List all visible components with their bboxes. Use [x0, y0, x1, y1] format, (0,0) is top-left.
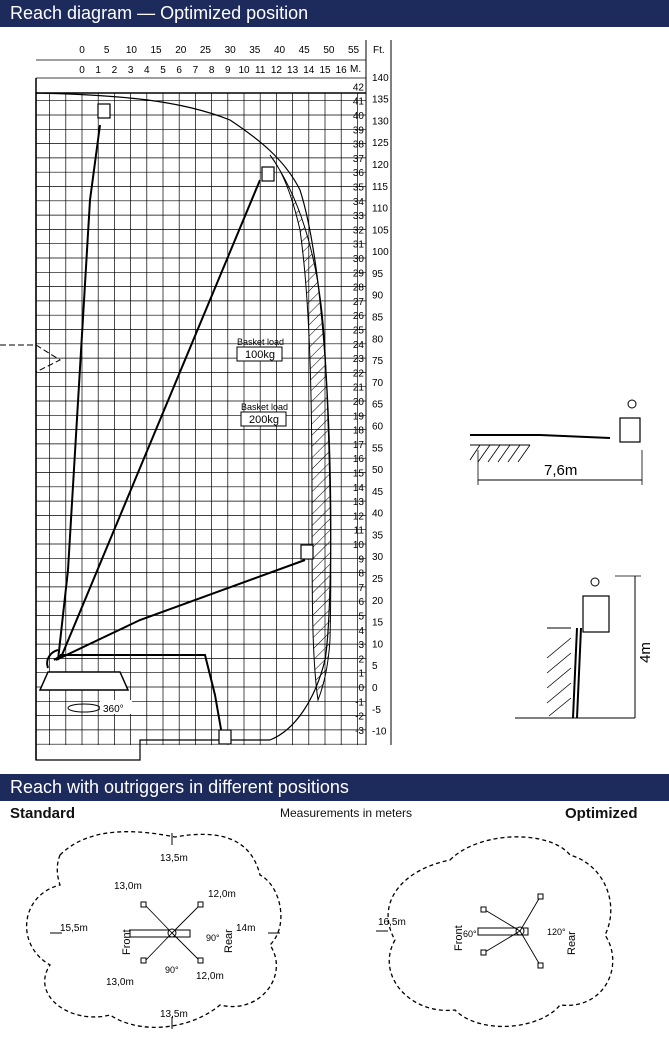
height-m-tick-label: 9	[358, 554, 364, 566]
m-tick-label: 0	[79, 65, 85, 76]
wall-break	[0, 345, 60, 372]
height-m-tick-label: 19	[352, 411, 364, 423]
height-ft-tick-label: 95	[372, 268, 384, 280]
height-m-tick-label: 37	[352, 153, 364, 165]
standard-lower-right-distance: 12,0m	[196, 971, 224, 982]
ft-tick-label: 25	[199, 45, 212, 56]
load-band	[270, 155, 331, 700]
standard-upper-left-distance: 13,0m	[114, 881, 142, 892]
m-tick-label: 8	[208, 65, 215, 76]
height-m-tick-label: 13	[352, 497, 364, 509]
horizontal-reach-value: 7,6m	[544, 462, 578, 479]
ft-tick-label: 45	[298, 45, 310, 56]
standard-rear-label: Rear	[223, 929, 235, 953]
standard-front-label: Front	[121, 929, 133, 955]
height-m-tick-label: 1	[358, 668, 364, 680]
base-machine	[40, 672, 128, 690]
height-m-tick-label: 12	[352, 511, 364, 523]
height-ft-tick-label: 55	[372, 443, 384, 455]
m-tick-label: 5	[160, 65, 166, 76]
m-unit-label: M.	[350, 64, 362, 75]
standard-footprint	[0, 825, 320, 1040]
height-ft-tick-label: 80	[372, 334, 384, 346]
height-ft-tick-label: 20	[372, 595, 384, 607]
ft-tick-label: 50	[323, 45, 335, 56]
height-m-tick-label: 16	[352, 454, 364, 466]
optimized-front-angle: 60°	[463, 929, 477, 939]
outriggers-title: Reach with outriggers in different positions	[10, 777, 349, 797]
height-m-tick-label: 34	[352, 196, 364, 208]
m-tick-label: 6	[176, 65, 182, 76]
m-tick-label: 16	[335, 65, 347, 76]
height-ft-tick-label: 100	[372, 247, 389, 259]
load-100-label: 100kg	[245, 349, 275, 361]
height-ft-tick-labels	[372, 73, 389, 738]
height-m-tick-label: 35	[352, 182, 364, 194]
height-m-tick-label: 8	[358, 568, 364, 580]
height-ft-tick-label: 35	[372, 530, 384, 542]
height-ft-tick-label: 5	[372, 661, 378, 673]
height-m-tick-label: 39	[352, 125, 364, 137]
vertical-height-diagram	[515, 568, 665, 733]
height-m-tick-label: 6	[358, 597, 364, 609]
height-m-tick-label: 27	[352, 296, 364, 308]
height-m-tick-label: 4	[358, 625, 364, 637]
m-tick-label: 3	[127, 65, 134, 76]
rotation-icon	[68, 704, 100, 712]
optimized-front-label: Front	[453, 925, 465, 951]
height-m-tick-label: 41	[352, 96, 364, 108]
m-tick-label: 7	[192, 65, 199, 76]
height-m-tick-label: 33	[352, 211, 364, 223]
height-m-tick-label: 17	[352, 439, 364, 451]
m-tick-labels	[79, 65, 347, 76]
ft-tick-label: 15	[150, 45, 162, 56]
standard-top-distance: 13,5m	[160, 853, 188, 864]
height-m-tick-label: 25	[352, 325, 364, 337]
standard-bottom-distance: 13,5m	[160, 1009, 188, 1020]
standard-side-angle: 90°	[206, 933, 220, 943]
height-m-tick-label: 20	[352, 397, 364, 408]
optimized-rear-angle: 120°	[547, 927, 566, 937]
height-ft-tick-label: 135	[372, 94, 389, 106]
outriggers-header	[0, 774, 669, 801]
height-m-tick-label: -2	[355, 711, 364, 723]
height-m-tick-label: -3	[355, 725, 364, 737]
horizontal-reach-diagram	[460, 390, 660, 500]
height-m-tick-label: 28	[352, 282, 364, 294]
ft-tick-label: 20	[175, 45, 187, 56]
optimized-title: Optimized	[565, 805, 638, 822]
height-m-tick-label: 0	[358, 683, 364, 694]
standard-lower-left-distance: 13,0m	[106, 977, 134, 988]
height-m-tick-label: 10	[352, 540, 364, 551]
height-ft-tick-label: 75	[372, 356, 384, 368]
height-m-tick-label: 18	[352, 425, 364, 437]
measurements-note: Measurements in meters	[280, 806, 413, 820]
height-m-tick-label: 22	[352, 368, 364, 380]
height-m-tick-label: 21	[352, 382, 364, 394]
m-tick-label: 13	[287, 65, 299, 76]
height-m-tick-label: -1	[355, 697, 364, 709]
height-ft-tick-label: 15	[372, 617, 384, 629]
ft-tick-label: 10	[125, 45, 137, 56]
height-ft-tick-label: 10	[372, 639, 384, 651]
height-ft-tick-label: 30	[372, 552, 384, 564]
optimized-footprint	[360, 825, 660, 1040]
height-m-tick-label: 42	[352, 82, 364, 94]
height-ft-tick-label: 50	[372, 465, 384, 477]
standard-upper-right-distance: 12,0m	[208, 889, 236, 900]
height-ft-tick-label: 0	[372, 683, 378, 694]
ft-tick-label: 35	[249, 45, 261, 56]
height-m-tick-label: 23	[352, 354, 364, 366]
reach-diagram-title: Reach diagram — Optimized position	[10, 3, 309, 23]
height-ft-tick-label: -5	[372, 704, 381, 716]
ft-tick-label: 40	[273, 45, 286, 56]
height-m-tick-labels	[353, 82, 365, 737]
height-m-tick-label: 32	[352, 225, 364, 237]
height-m-tick-label: 40	[352, 111, 364, 122]
height-ft-tick-label: 65	[372, 399, 384, 411]
m-tick-label: 1	[95, 65, 101, 76]
basket-load-label-2: Basket load	[241, 402, 289, 412]
standard-left-distance: 15,5m	[60, 923, 88, 934]
ft-tick-label: 30	[224, 45, 236, 56]
height-ft-tick-label: 130	[372, 116, 389, 128]
load-200-label: 200kg	[249, 414, 279, 426]
height-m-tick-label: 24	[352, 339, 364, 351]
vertical-height-value: 4m	[637, 642, 654, 663]
height-ft-tick-label: 115	[372, 181, 388, 193]
height-ft-tick-label: 45	[372, 486, 384, 498]
optimized-rear-label: Rear	[566, 931, 578, 955]
m-tick-label: 11	[255, 65, 266, 76]
m-tick-label: 12	[270, 65, 282, 76]
m-tick-label: 15	[319, 65, 331, 76]
reach-diagram-header	[0, 0, 669, 27]
m-tick-label: 2	[111, 65, 118, 76]
height-ft-tick-label: 110	[372, 203, 388, 215]
boom-lines	[47, 125, 305, 735]
height-m-tick-label: 38	[352, 139, 364, 151]
ft-tick-label: 55	[348, 45, 360, 56]
height-ft-tick-label: 90	[372, 290, 384, 302]
optimized-left-distance: 16,5m	[378, 917, 406, 928]
ft-tick-labels	[79, 45, 359, 56]
height-m-tick-label: 31	[352, 239, 364, 251]
standard-right-distance: 14m	[236, 923, 256, 934]
m-tick-label: 4	[144, 65, 150, 76]
height-ft-tick-label: 105	[372, 225, 389, 237]
height-ft-tick-label: -10	[372, 726, 387, 738]
height-m-tick-label: 11	[353, 525, 364, 537]
ft-tick-label: 5	[103, 45, 110, 56]
m-tick-label: 10	[238, 65, 250, 76]
height-m-tick-label: 14	[352, 482, 364, 494]
basket-load-label-1: Basket load	[237, 337, 285, 347]
height-m-tick-label: 30	[352, 254, 364, 265]
height-ft-tick-label: 70	[372, 377, 384, 389]
height-ft-tick-label: 25	[372, 574, 384, 586]
height-m-tick-label: 2	[358, 654, 364, 666]
height-ft-tick-label: 140	[372, 72, 389, 84]
height-m-tick-label: 3	[358, 640, 364, 652]
height-m-tick-label: 29	[352, 268, 364, 280]
standard-title: Standard	[10, 805, 76, 822]
standard-bottom-angle: 90°	[165, 965, 179, 975]
ft-unit-label: Ft.	[373, 45, 385, 56]
height-m-tick-label: 7	[358, 582, 364, 594]
height-m-tick-label: 5	[358, 611, 364, 623]
height-ft-tick-label: 85	[372, 312, 384, 324]
height-ft-tick-label: 120	[372, 159, 389, 171]
height-ft-tick-label: 60	[372, 421, 384, 433]
height-ft-tick-label: 125	[372, 138, 389, 150]
rotation-label: 360°	[103, 704, 124, 715]
height-m-tick-label: 26	[352, 311, 364, 323]
ft-tick-label: 0	[79, 45, 85, 56]
height-m-tick-label: 15	[352, 468, 364, 480]
height-ft-tick-label: 40	[372, 508, 384, 520]
m-tick-label: 9	[225, 65, 231, 76]
height-m-tick-label: 36	[352, 168, 364, 180]
reach-envelope	[36, 93, 331, 760]
m-tick-label: 14	[303, 65, 315, 76]
